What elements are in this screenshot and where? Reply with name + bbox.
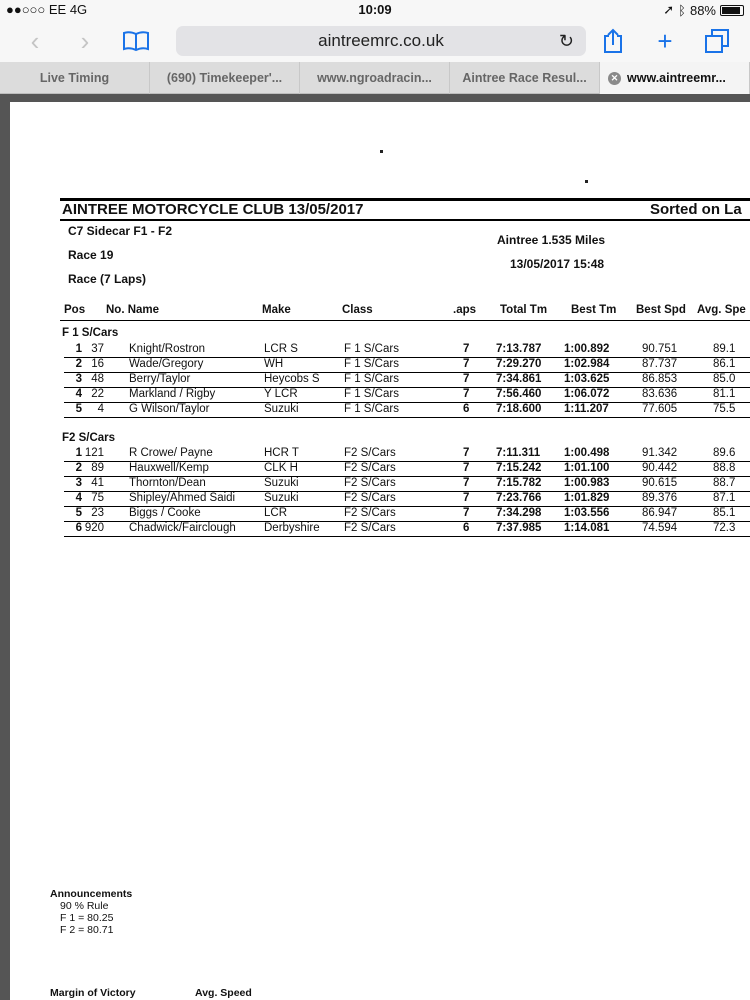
cell-cls: F2 S/Cars (344, 522, 396, 534)
close-tab-icon[interactable]: ✕ (608, 72, 621, 85)
cell-cls: F 1 S/Cars (344, 388, 399, 400)
cell-laps: 7 (463, 447, 470, 459)
cell-make: WH (264, 358, 284, 370)
cell-cls: F 1 S/Cars (344, 343, 399, 355)
browser-toolbar (0, 20, 750, 62)
col-best-speed: Best Spd (636, 304, 686, 316)
cell-make: Suzuki (264, 477, 299, 489)
tab-strip (0, 62, 750, 94)
announcement-line: F 2 = 80.71 (60, 924, 114, 936)
cell-pos: 1 (75, 343, 82, 355)
cell-total: 7:29.270 (496, 358, 542, 370)
forward-icon[interactable]: › (80, 25, 90, 56)
cell-name: Knight/Rostron (129, 343, 206, 355)
cell-name: Shipley/Ahmed Saidi (129, 492, 236, 504)
cell-spd: 83.636 (642, 388, 678, 400)
cell-no: 4 (97, 403, 104, 415)
cell-cls: F2 S/Cars (344, 507, 396, 519)
cell-total: 7:15.782 (496, 477, 542, 489)
cell-total: 7:34.298 (496, 507, 542, 519)
cell-best: 1:06.072 (564, 388, 610, 400)
cell-avg: 88.7 (713, 477, 736, 489)
venue: Aintree 1.535 Miles (497, 233, 606, 247)
col-no-name: No. Name (106, 304, 160, 316)
cell-spd: 90.751 (642, 343, 678, 355)
cell-total: 7:23.766 (496, 492, 542, 504)
bookmarks-icon[interactable] (121, 26, 151, 56)
carrier-signal: ●●○○○ EE 4G (6, 2, 88, 17)
table-row (10, 462, 750, 477)
cell-laps: 7 (463, 343, 470, 355)
cell-laps: 6 (463, 403, 470, 415)
announcements-title: Announcements (50, 888, 133, 900)
speck (585, 180, 588, 183)
cell-make: Derbyshire (264, 522, 320, 534)
margin-of-victory-label: Margin of Victory (50, 987, 136, 999)
cell-cls: F 1 S/Cars (344, 403, 399, 415)
cell-best: 1:00.498 (564, 447, 610, 459)
cell-make: Y LCR (264, 388, 298, 400)
cell-avg: 87.1 (713, 492, 736, 504)
tab-live-timing[interactable]: Live Timing (0, 62, 150, 94)
cell-no: 48 (91, 373, 104, 385)
event-name: C7 Sidecar F1 - F2 (68, 224, 173, 238)
share-icon[interactable] (598, 26, 628, 56)
cell-best: 1:11.207 (564, 403, 609, 415)
column-header-rule (60, 320, 750, 321)
cell-pos: 2 (75, 358, 82, 370)
col-make: Make (262, 304, 291, 316)
cell-cls: F2 S/Cars (344, 462, 396, 474)
cell-spd: 90.442 (642, 462, 678, 474)
col-avg-speed: Avg. Spe (697, 304, 746, 316)
col-class: Class (342, 304, 373, 316)
tabs-overview-icon[interactable] (702, 26, 732, 56)
cell-no: 16 (91, 358, 104, 370)
cell-avg: 81.1 (713, 388, 736, 400)
cell-avg: 88.8 (713, 462, 736, 474)
cell-total: 7:18.600 (496, 403, 542, 415)
cell-make: Suzuki (264, 403, 299, 415)
tab-label: www.aintreemr... (627, 71, 726, 85)
cell-no: 37 (91, 343, 104, 355)
cell-pos: 2 (75, 462, 82, 474)
cell-best: 1:03.556 (564, 507, 610, 519)
cell-best: 1:14.081 (564, 522, 610, 534)
cell-best: 1:01.829 (564, 492, 610, 504)
cell-laps: 6 (463, 522, 470, 534)
cell-laps: 7 (463, 373, 470, 385)
table-row (10, 447, 750, 462)
speck (380, 150, 383, 153)
cell-no: 75 (91, 492, 104, 504)
club-title: AINTREE MOTORCYCLE CLUB 13/05/2017 (62, 201, 364, 218)
announcement-line: F 1 = 80.25 (60, 912, 114, 924)
cell-best: 1:01.100 (564, 462, 610, 474)
cell-best: 1:03.625 (564, 373, 610, 385)
cell-total: 7:15.242 (496, 462, 542, 474)
cell-make: Heycobs S (264, 373, 320, 385)
cell-pos: 3 (75, 373, 82, 385)
col-pos: Pos (64, 304, 86, 316)
cell-make: CLK H (264, 462, 298, 474)
table-row (10, 373, 750, 388)
cell-pos: 4 (75, 492, 82, 504)
page-viewport[interactable] (0, 94, 750, 1000)
cell-cls: F2 S/Cars (344, 447, 396, 459)
back-icon[interactable]: ‹ (30, 25, 40, 56)
cell-no: 121 (84, 447, 104, 459)
table-row (10, 403, 750, 418)
cell-name: Markland / Rigby (129, 388, 216, 400)
cell-cls: F 1 S/Cars (344, 373, 399, 385)
cell-pos: 4 (75, 388, 82, 400)
cell-best: 1:00.983 (564, 477, 610, 489)
table-row (10, 358, 750, 373)
cell-spd: 90.615 (642, 477, 678, 489)
cell-avg: 85.1 (713, 507, 736, 519)
tab-aintree-results[interactable]: Aintree Race Resul... (450, 62, 600, 94)
bluetooth-icon: ᛒ (678, 2, 686, 18)
table-row (10, 492, 750, 507)
cell-total: 7:37.985 (496, 522, 542, 534)
col-total-time: Total Tm (500, 304, 548, 316)
reload-icon[interactable]: ↻ (558, 31, 574, 51)
cell-name: Thornton/Dean (129, 477, 206, 489)
row-rule (64, 536, 750, 537)
status-bar (0, 0, 750, 20)
cell-spd: 77.605 (642, 403, 678, 415)
cell-avg: 86.1 (713, 358, 736, 370)
cell-no: 41 (91, 477, 104, 489)
cell-laps: 7 (463, 358, 470, 370)
cell-spd: 91.342 (642, 447, 678, 459)
cell-no: 89 (91, 462, 104, 474)
announcement-line: 90 % Rule (60, 900, 109, 912)
cell-avg: 75.5 (713, 403, 736, 415)
table-row (10, 388, 750, 403)
cell-total: 7:13.787 (496, 343, 542, 355)
tab-aintreemrc-active[interactable] (600, 62, 750, 94)
cell-laps: 7 (463, 462, 470, 474)
cell-best: 1:02.984 (564, 358, 610, 370)
col-laps: .aps (453, 304, 477, 316)
cell-make: LCR S (264, 343, 298, 355)
cell-pos: 6 (75, 522, 82, 534)
header-rule (60, 219, 750, 221)
cell-name: Wade/Gregory (129, 358, 204, 370)
cell-total: 7:56.460 (496, 388, 542, 400)
section-f1-title: F 1 S/Cars (62, 327, 119, 339)
cell-laps: 7 (463, 477, 470, 489)
cell-avg: 85.0 (713, 373, 736, 385)
url-text: aintreemrc.co.uk (318, 31, 444, 50)
cell-name: G Wilson/Taylor (129, 403, 210, 415)
address-bar[interactable] (176, 26, 586, 56)
battery-icon (720, 5, 744, 16)
table-row (10, 507, 750, 522)
race-laps: Race (7 Laps) (68, 272, 147, 286)
cell-avg: 89.6 (713, 447, 736, 459)
announcements (50, 888, 132, 936)
tab-ngroadracing[interactable]: www.ngroadracin... (300, 62, 450, 94)
section-f2-title: F2 S/Cars (62, 432, 116, 444)
cell-name: Chadwick/Fairclough (129, 522, 236, 534)
cell-pos: 3 (75, 477, 82, 489)
table-row (10, 343, 750, 358)
cell-total: 7:11.311 (496, 447, 541, 459)
cell-make: HCR T (264, 447, 299, 459)
results-document (10, 102, 750, 1000)
cell-avg: 89.1 (713, 343, 736, 355)
cell-spd: 74.594 (642, 522, 678, 534)
cell-name: Hauxwell/Kemp (129, 462, 209, 474)
table-row (10, 477, 750, 492)
cell-spd: 87.737 (642, 358, 678, 370)
cell-no: 920 (84, 522, 104, 534)
cell-name: Berry/Taylor (129, 373, 191, 385)
tab-timekeeper[interactable]: (690) Timekeeper'... (150, 62, 300, 94)
cell-make: Suzuki (264, 492, 299, 504)
table-row (10, 522, 750, 537)
cell-pos: 5 (75, 403, 82, 415)
cell-cls: F2 S/Cars (344, 477, 396, 489)
cell-cls: F 1 S/Cars (344, 358, 399, 370)
battery-percent: 88% (689, 2, 716, 18)
cell-spd: 86.853 (642, 373, 678, 385)
race-datetime: 13/05/2017 15:48 (510, 257, 605, 271)
sorted-label: Sorted on La (650, 201, 742, 218)
cell-no: 23 (91, 507, 104, 519)
cell-avg: 72.3 (713, 522, 736, 534)
cell-best: 1:00.892 (564, 343, 610, 355)
race-number: Race 19 (68, 248, 114, 262)
col-best-time: Best Tm (571, 304, 617, 316)
avg-speed-label: Avg. Speed (195, 987, 252, 999)
location-icon: ➚ (663, 2, 675, 17)
cell-laps: 7 (463, 507, 470, 519)
cell-pos: 1 (75, 447, 82, 459)
cell-spd: 89.376 (642, 492, 678, 504)
cell-laps: 7 (463, 388, 470, 400)
new-tab-icon[interactable]: + (657, 25, 673, 56)
cell-no: 22 (91, 388, 104, 400)
status-right (663, 2, 744, 18)
cell-spd: 86.947 (642, 507, 678, 519)
clock: 10:09 (358, 2, 392, 17)
cell-name: R Crowe/ Payne (129, 447, 213, 459)
cell-name: Biggs / Cooke (129, 507, 201, 519)
cell-total: 7:34.861 (496, 373, 542, 385)
cell-laps: 7 (463, 492, 470, 504)
cell-cls: F2 S/Cars (344, 492, 396, 504)
cell-pos: 5 (75, 507, 82, 519)
row-rule (64, 417, 750, 418)
cell-make: LCR (264, 507, 288, 519)
